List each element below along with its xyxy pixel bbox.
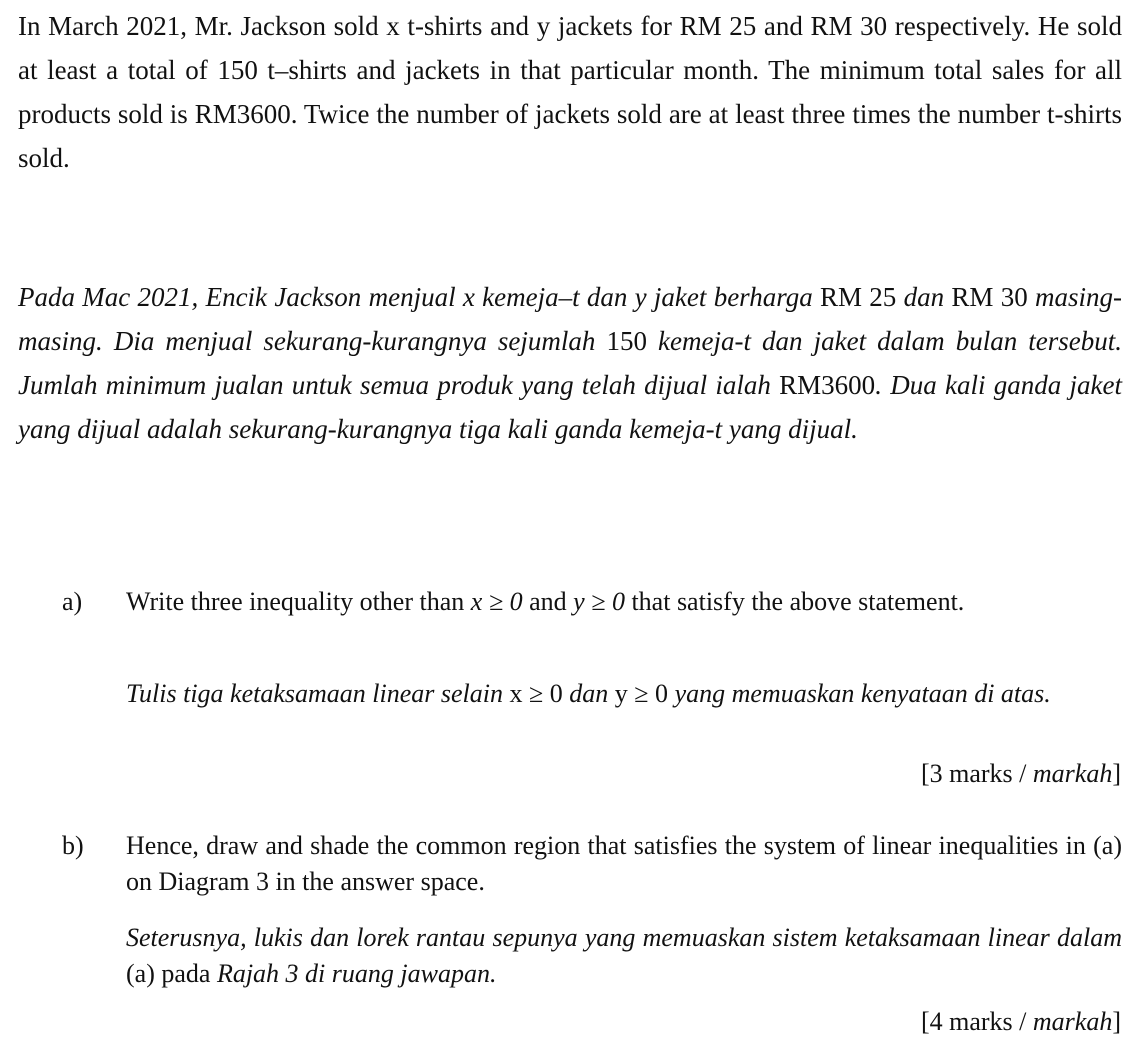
malay-text-segment: dan [896, 282, 952, 312]
condition-y-nonnegative: y ≥ 0 [573, 587, 625, 616]
marks-text: ] [1112, 1007, 1121, 1036]
problem-statement-english: In March 2021, Mr. Jackson sold x t-shirts and y jackets for RM 25 and RM 30 respectively. He sold at least a total of 150 t–shirts and jackets in that particular month. The minimum total sales for all products sold is RM3600. Twice the number of jackets sold are at least three times the number t-shirts sold. [18, 11, 1122, 173]
marks-word-malay: markah [1032, 759, 1113, 788]
question-a-english [126, 584, 1122, 620]
malay-text-segment: . Dua kali ganda jaket yang dijual adalah sekurang-kurangnya tiga kali ganda kemeja-t yang dijual. [18, 370, 1122, 444]
question-b-malay-text: pada [154, 959, 217, 988]
malay-text-segment: Pada Mac 2021, Encik Jackson menjual x kemeja–t dan y jaket berharga [18, 282, 820, 312]
condition-x-nonnegative: x ≥ 0 [470, 587, 523, 616]
marks-word-malay: markah [1032, 1007, 1113, 1036]
question-b-malay-text: Seterusnya, lukis dan lorek rantau sepunya yang memuaskan sistem ketaksamaan linear dalam [126, 923, 1122, 952]
malay-total-count: 150 [606, 326, 647, 356]
question-b-label: b) [62, 831, 84, 860]
marks-text: [4 marks / [920, 1007, 1033, 1036]
malay-text-segment: kemeja-t dan jaket dalam bulan tersebut. Jumlah minimum jualan untuk semua produk yang telah dijual ialah [18, 326, 1122, 400]
question-a-text: Write three inequality other than [126, 587, 471, 616]
question-a-malay-text: dan [562, 679, 615, 708]
malay-minimum-sales: RM3600 [779, 370, 876, 400]
question-a-malay-text: Tulis tiga ketaksamaan linear selain [126, 679, 510, 708]
question-a-malay-text: yang memuaskan kenyataan di atas. [668, 679, 1051, 708]
question-b-malay [126, 920, 1122, 992]
malay-text-segment: masing-masing. Dia menjual sekurang-kurangnya sejumlah [18, 282, 1122, 356]
question-b-marks [921, 1004, 1121, 1040]
question-b-part-reference: (a) [126, 959, 155, 988]
question-a-marks [921, 756, 1121, 792]
question-b-english: Hence, draw and shade the common region that satisfies the system of linear inequalities in (a) on Diagram 3 in the answer space. [126, 831, 1122, 896]
question-b-malay-text: Rajah 3 di ruang jawapan. [216, 959, 497, 988]
question-a-text: and [522, 587, 574, 616]
malay-condition-y-nonnegative: y ≥ 0 [614, 679, 669, 708]
marks-text: ] [1112, 759, 1121, 788]
malay-condition-x-nonnegative: x ≥ 0 [509, 679, 563, 708]
question-a-malay [126, 676, 1122, 712]
marks-text: [3 marks / [920, 759, 1033, 788]
malay-price-jacket: RM 30 [951, 282, 1028, 312]
question-a-text: that satisfy the above statement. [624, 587, 965, 616]
question-a-label: a) [62, 587, 83, 616]
problem-statement-malay [18, 275, 1122, 451]
malay-price-tshirt: RM 25 [820, 282, 897, 312]
